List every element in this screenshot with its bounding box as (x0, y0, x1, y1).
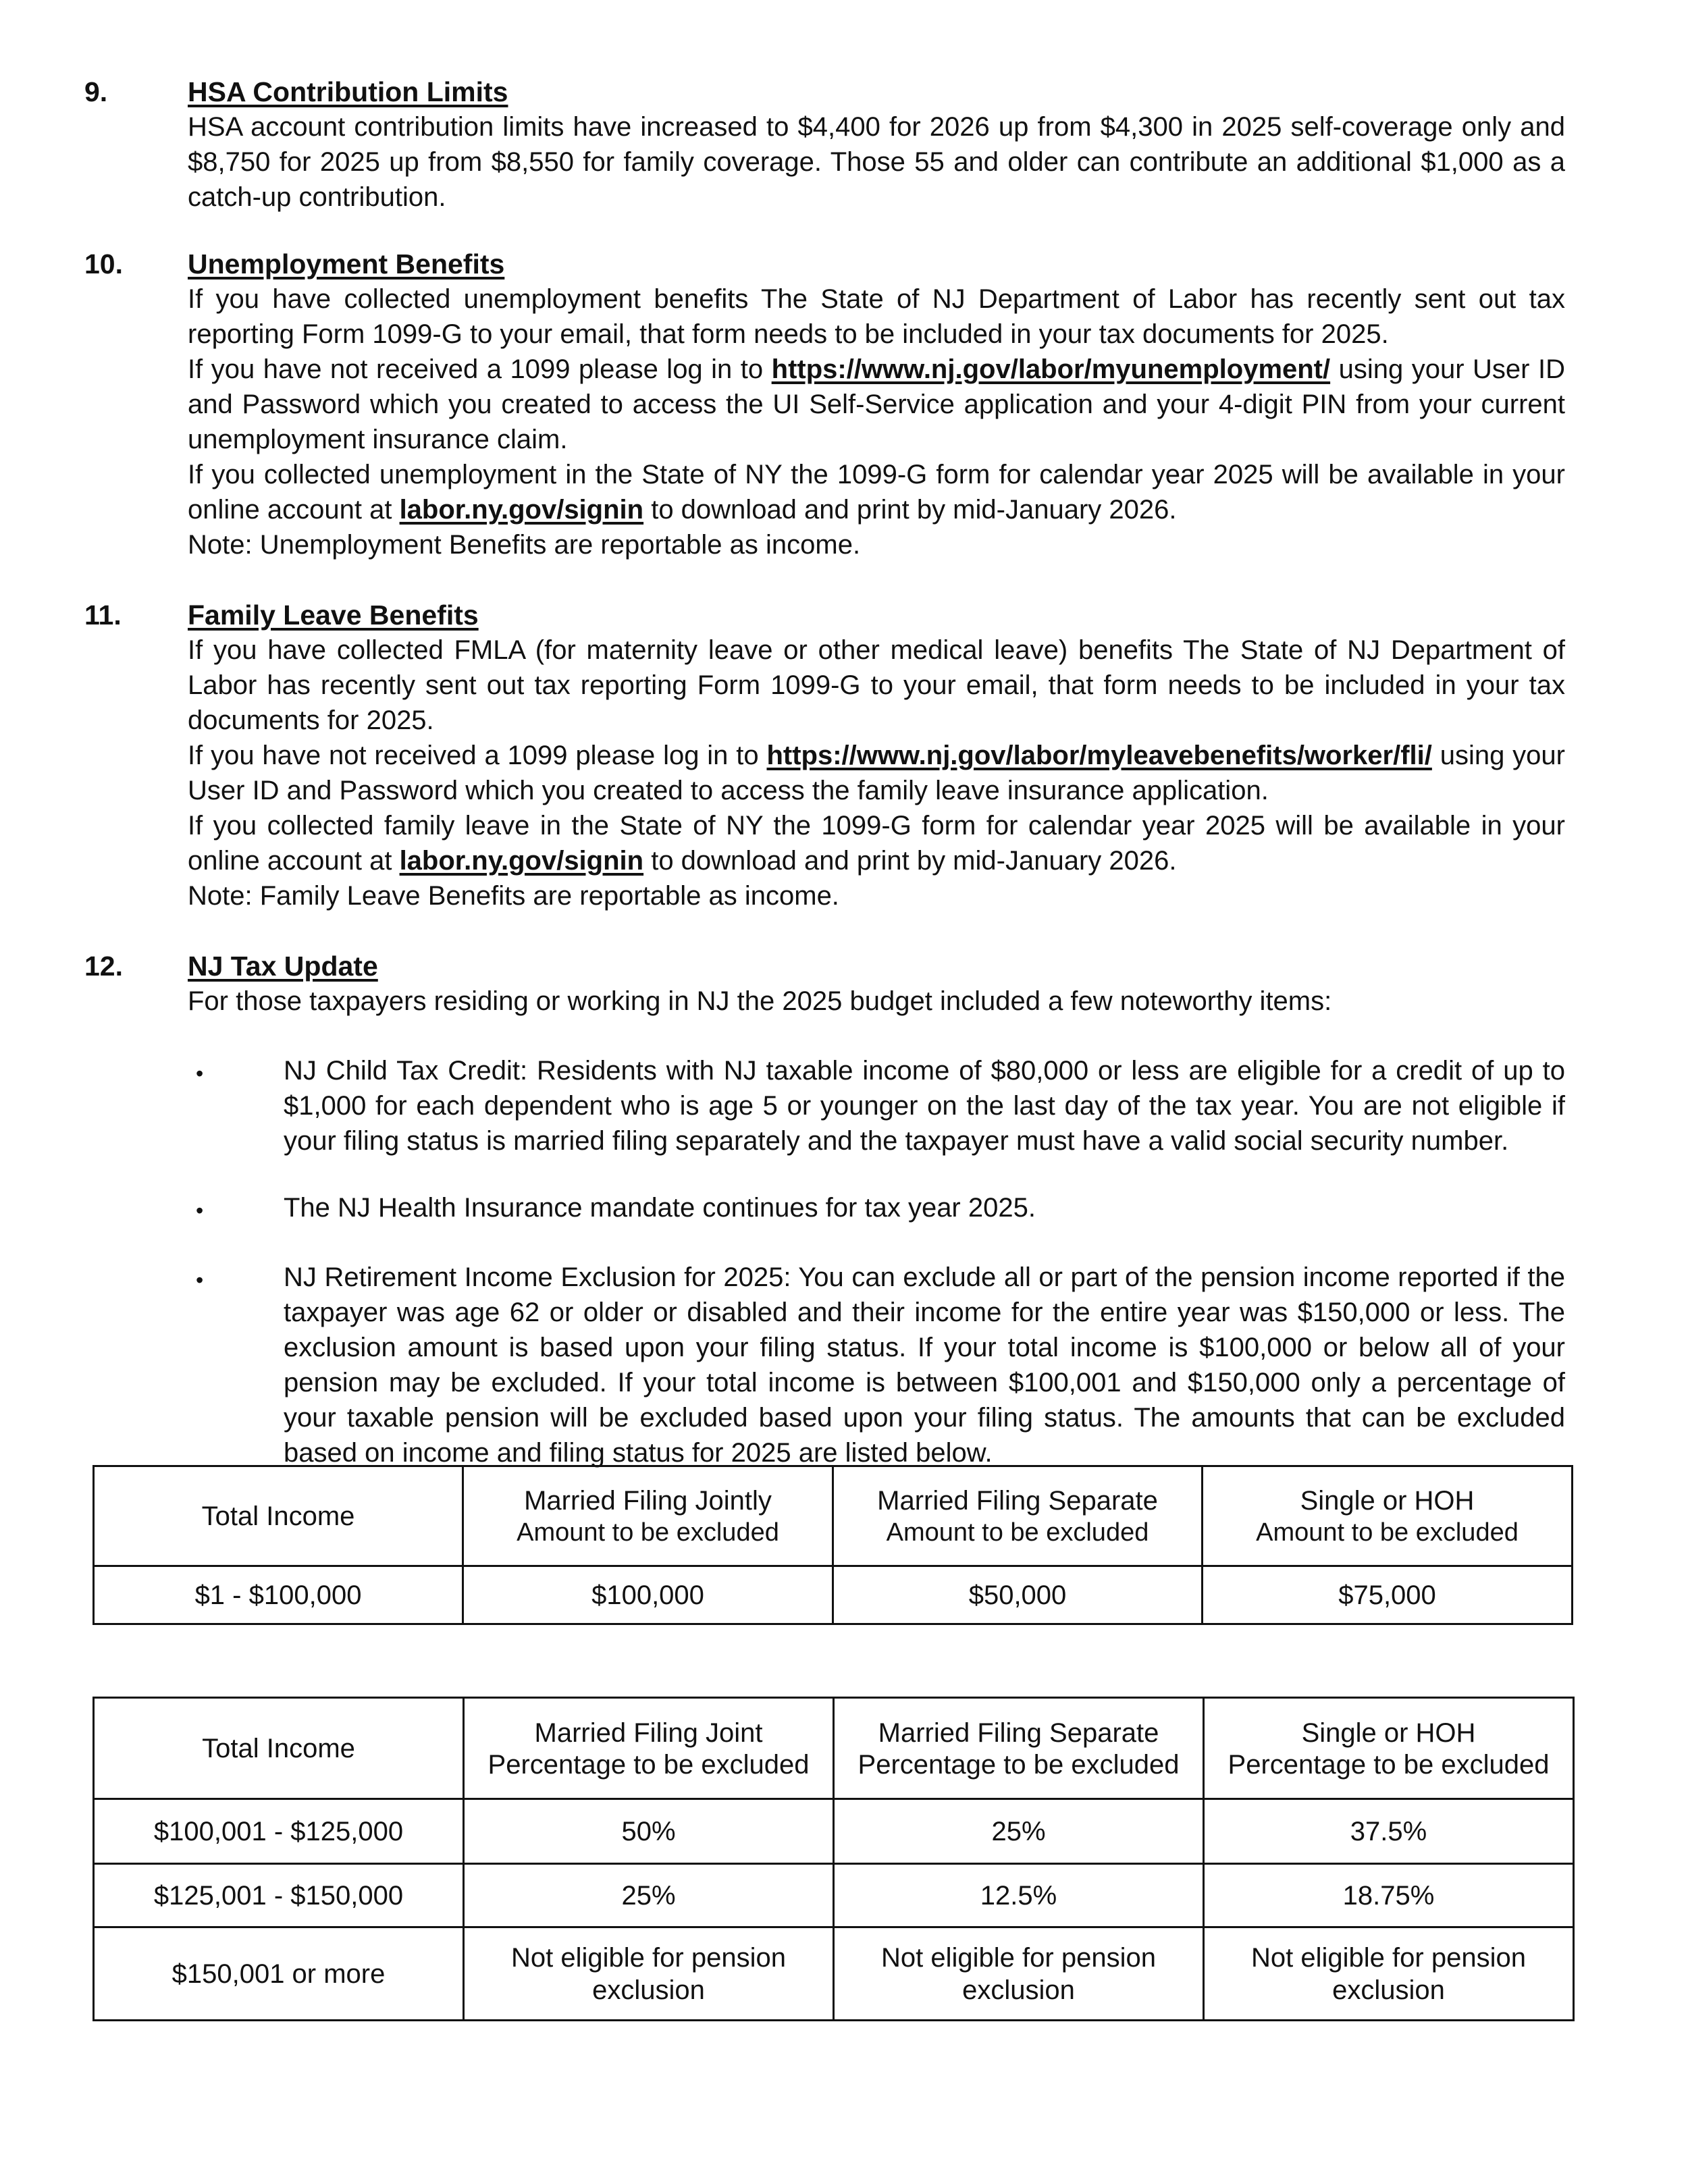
table-cell: $1 - $100,000 (94, 1566, 463, 1624)
table-cell: $100,001 - $125,000 (94, 1799, 464, 1864)
text: to download and print by mid-January 2026. (643, 495, 1177, 525)
section-title: Unemployment Benefits (188, 248, 505, 279)
header-main: Married Filing Joint (534, 1717, 763, 1748)
header-main: Married Filing Separate (878, 1717, 1159, 1748)
section-title: NJ Tax Update (188, 951, 378, 982)
header-main: Total Income (202, 1733, 355, 1763)
table-row (94, 1799, 1574, 1864)
section-title: Family Leave Benefits (188, 600, 479, 631)
bullet-text: NJ Child Tax Credit: Residents with NJ taxable income of $80,000 or less are eligible for a credit of up to $1,000 for each dependent who is age 5 or younger on the last day of the tax year. You are not eligible if your filing status is married filing separately and the taxpayer must have a valid social security number. (284, 1056, 1565, 1156)
paragraph-3 (188, 808, 1565, 878)
text: If you collected family leave in the State of NY the 1099-G form for calendar year 2025 will be available in your online account at (188, 811, 1565, 876)
table-row (94, 1566, 1573, 1624)
header-cell (464, 1698, 834, 1799)
table-cell: $150,001 or more (94, 1927, 464, 2021)
header-main: Total Income (201, 1501, 355, 1531)
nj-family-leave-link[interactable]: https://www.nj.gov/labor/myleavebenefits/worker/fli/ (766, 741, 1432, 770)
nj-unemployment-link[interactable]: https://www.nj.gov/labor/myunemployment/ (771, 354, 1331, 384)
bullet-icon: • (196, 1268, 204, 1292)
ny-signin-link[interactable]: labor.ny.gov/signin (399, 495, 644, 525)
note: Note: Unemployment Benefits are reportable as income. (188, 530, 861, 560)
paragraph-3 (188, 457, 1565, 527)
header-sub: Percentage to be excluded (487, 1749, 810, 1780)
table-cell: 25% (464, 1864, 834, 1927)
text: If you have not received a 1099 please log in to (188, 354, 772, 384)
text: using your User ID and Password which you created to access the family leave insurance application. (188, 741, 1565, 805)
table-cell: Not eligible for pension exclusion (464, 1927, 834, 2021)
header-sub: Percentage to be excluded (858, 1749, 1180, 1780)
table-cell: $100,000 (463, 1566, 833, 1624)
header-sub: Amount to be excluded (517, 1518, 779, 1547)
note: Note: Family Leave Benefits are reportable as income. (188, 881, 839, 911)
header-cell (94, 1466, 463, 1566)
paragraph-2 (188, 352, 1565, 457)
header-sub: Amount to be excluded (1256, 1518, 1519, 1547)
bullet-text: The NJ Health Insurance mandate continues for tax year 2025. (284, 1193, 1036, 1223)
header-cell (833, 1466, 1203, 1566)
table-cell: $50,000 (833, 1566, 1203, 1624)
table-row (94, 1927, 1574, 2021)
header-cell (94, 1698, 464, 1799)
text: using your User ID and Password which you created to access the UI Self-Service application and your 4-digit PIN from your current unemployment insurance claim. (188, 354, 1565, 454)
table-cell: 18.75% (1204, 1864, 1574, 1927)
header-main: Married Filing Separate (877, 1485, 1158, 1516)
table-cell: Not eligible for pension exclusion (834, 1927, 1204, 2021)
header-main: Single or HOH (1300, 1485, 1475, 1516)
table-cell: Not eligible for pension exclusion (1204, 1927, 1574, 2021)
section-intro: For those taxpayers residing or working in NJ the 2025 budget included a few noteworthy items: (188, 986, 1332, 1016)
header-cell (463, 1466, 833, 1566)
table-cell: 37.5% (1204, 1799, 1574, 1864)
exclusion-amount-table (93, 1465, 1573, 1625)
section-number: 9. (84, 76, 108, 107)
bullet-text: NJ Retirement Income Exclusion for 2025: You can exclude all or part of the pension income reported if the taxpayer was age 62 or older or disabled and their income for the entire year was $150,000 or less. The exclusion amount is based upon your filing status. If your total income is $100,000 or below all of your pension may be excluded. If your total income is between $100,001 and $150,000 only a percentage of your taxable pension will be excluded based upon your filing status. The amounts that can be excluded based on income and filing status for 2025 are listed below. (284, 1262, 1565, 1468)
table-header-row (94, 1466, 1573, 1566)
section-number: 11. (84, 600, 122, 631)
table-cell: 12.5% (834, 1864, 1204, 1927)
section-title: HSA Contribution Limits (188, 76, 508, 107)
table-header-row (94, 1698, 1574, 1799)
header-sub: Amount to be excluded (886, 1518, 1149, 1547)
text: to download and print by mid-January 2026. (643, 846, 1177, 876)
table-cell: $75,000 (1203, 1566, 1573, 1624)
table-cell: $125,001 - $150,000 (94, 1864, 464, 1927)
table-cell: 50% (464, 1799, 834, 1864)
header-cell (1203, 1466, 1573, 1566)
section-number: 12. (84, 951, 123, 982)
bullet-icon: • (196, 1198, 204, 1223)
text: If you have not received a 1099 please log in to (188, 741, 767, 770)
header-main: Single or HOH (1301, 1717, 1476, 1748)
section-number: 10. (84, 248, 123, 279)
bullet-icon: • (196, 1061, 204, 1086)
table-cell: 25% (834, 1799, 1204, 1864)
header-main: Married Filing Jointly (524, 1485, 772, 1516)
paragraph-1: If you have collected unemployment benefits The State of NJ Department of Labor has recently sent out tax reporting Form 1099-G to your email, that form needs to be included in your tax documents for 2025. (188, 284, 1565, 349)
paragraph-1: If you have collected FMLA (for maternity leave or other medical leave) benefits The State of NJ Department of Labor has recently sent out tax reporting Form 1099-G to your email, that form needs to be included in your tax documents for 2025. (188, 635, 1565, 735)
table-row (94, 1864, 1574, 1927)
section-text: HSA account contribution limits have increased to $4,400 for 2026 up from $4,300 in 2025 self-coverage only and $8,750 for 2025 up from $8,550 for family coverage. Those 55 and older can contribute an additional $1,000 as a catch-up contribution. (188, 112, 1565, 212)
ny-signin-link[interactable]: labor.ny.gov/signin (399, 846, 644, 876)
paragraph-2 (188, 738, 1565, 808)
header-sub: Percentage to be excluded (1228, 1749, 1550, 1780)
header-cell (1204, 1698, 1574, 1799)
header-cell (834, 1698, 1204, 1799)
exclusion-percentage-table (93, 1697, 1575, 2021)
text: If you collected unemployment in the State of NY the 1099-G form for calendar year 2025 will be available in your online account at (188, 460, 1565, 525)
